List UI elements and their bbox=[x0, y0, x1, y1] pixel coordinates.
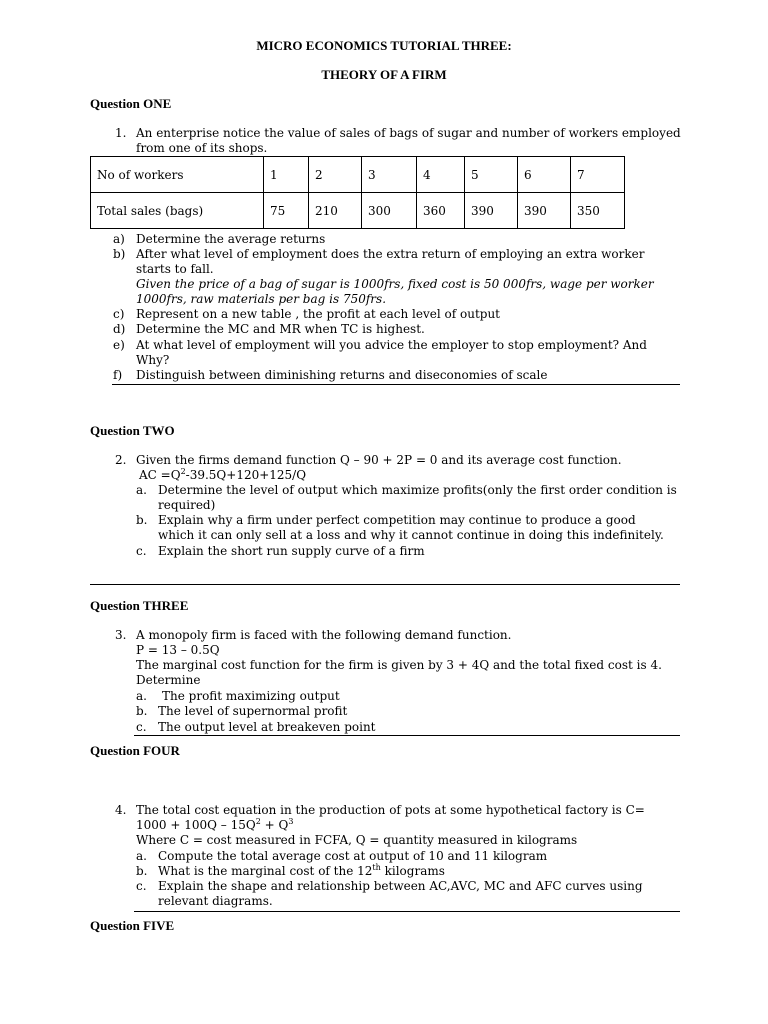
q3-line1: A monopoly firm is faced with the following demand function. bbox=[136, 628, 512, 642]
section-divider bbox=[90, 584, 680, 585]
table-row bbox=[91, 193, 625, 229]
q1-item-e-text1: At what level of employment will you advice the employer to stop employment? And bbox=[136, 338, 647, 352]
q1-item-a-text: Determine the average returns bbox=[136, 232, 326, 246]
q3-number: 3. bbox=[115, 628, 127, 642]
q4-b-part1: What is the marginal cost of the 12 bbox=[158, 864, 373, 878]
question-five-heading: Question FIVE bbox=[90, 918, 175, 933]
q2-item-a-text2: required) bbox=[158, 498, 216, 512]
q1-given-line2: 1000frs, raw materials per bag is 750frs. bbox=[136, 292, 387, 306]
document-subtitle: THEORY OF A FIRM bbox=[321, 67, 447, 82]
q2-number: 2. bbox=[115, 453, 127, 467]
q2-item-b-marker: b. bbox=[136, 513, 148, 527]
question-one-heading: Question ONE bbox=[90, 96, 172, 111]
document-title: MICRO ECONOMICS TUTORIAL THREE: bbox=[256, 38, 512, 53]
q4-eq-part1: 1000 + 100Q – 15Q bbox=[136, 818, 256, 832]
table-cell: 2 bbox=[309, 157, 362, 193]
q2-item-a-text1: Determine the level of output which maximize profits(only the first order condition is bbox=[158, 483, 677, 497]
table-cell: No of workers bbox=[91, 157, 264, 193]
q3-item-a-marker: a. bbox=[136, 689, 147, 703]
q3-item-a-text: The profit maximizing output bbox=[162, 689, 340, 703]
q4-b-ordinal: th bbox=[372, 863, 381, 872]
q1-item-c-marker: c) bbox=[113, 307, 125, 321]
table-cell: 5 bbox=[465, 157, 518, 193]
q1-item-d-text: Determine the MC and MR when TC is highest. bbox=[136, 322, 425, 336]
q1-item-b-text1: After what level of employment does the extra return of employing an extra worker bbox=[136, 247, 645, 261]
q1-given-line1: Given the price of a bag of sugar is 1000frs, fixed cost is 50 000frs, wage per worker bbox=[136, 277, 654, 291]
q1-item-f-marker: f) bbox=[113, 368, 123, 382]
table-cell: 1 bbox=[264, 157, 309, 193]
q4-item-c-marker: c. bbox=[136, 879, 147, 893]
q4-item-a-text: Compute the total average cost at output of 10 and 11 kilogram bbox=[158, 849, 548, 863]
q4-item-c-text2: relevant diagrams. bbox=[158, 894, 273, 908]
q4-b-part2: kilograms bbox=[380, 864, 445, 878]
q4-cost-equation bbox=[136, 818, 293, 833]
q2-line1: Given the firms demand function Q – 90 + 2P = 0 and its average cost function. bbox=[136, 453, 622, 467]
q4-eq-exponent1: 2 bbox=[255, 817, 261, 826]
question-four-heading: Question FOUR bbox=[90, 743, 180, 758]
q3-line3: The marginal cost function for the firm is given by 3 + 4Q and the total fixed cost is 4. bbox=[136, 658, 662, 672]
q1-item-b-text2: starts to fall. bbox=[136, 262, 214, 276]
q4-line3: Where C = cost measured in FCFA, Q = quantity measured in kilograms bbox=[136, 833, 578, 847]
q1-item-f-text: Distinguish between diminishing returns and diseconomies of scale bbox=[136, 368, 548, 382]
table-cell: 360 bbox=[417, 193, 465, 229]
q2-item-b-text1: Explain why a firm under perfect competition may continue to produce a good bbox=[158, 513, 636, 527]
q2-ac-function bbox=[139, 468, 306, 483]
question-three-heading: Question THREE bbox=[90, 598, 189, 613]
table-cell: 75 bbox=[264, 193, 309, 229]
q3-item-b-text: The level of supernormal profit bbox=[158, 704, 348, 718]
q1-item-c-text: Represent on a new table , the profit at each level of output bbox=[136, 307, 500, 321]
table-cell: 3 bbox=[362, 157, 417, 193]
table-cell: Total sales (bags) bbox=[91, 193, 264, 229]
q2-item-b-text2: which it can only sell at a loss and why it cannot continue in doing this indefinitely. bbox=[158, 528, 664, 542]
table-cell: 390 bbox=[518, 193, 571, 229]
q3-line4: Determine bbox=[136, 673, 201, 687]
q4-item-b-text bbox=[158, 864, 445, 879]
q1-number: 1. bbox=[115, 126, 127, 140]
q1-intro-line1: An enterprise notice the value of sales of bags of sugar and number of workers employed bbox=[136, 126, 681, 140]
question-two-heading: Question TWO bbox=[90, 423, 175, 438]
q3-item-b-marker: b. bbox=[136, 704, 148, 718]
workers-sales-table bbox=[90, 156, 625, 229]
q1-item-b-marker: b) bbox=[113, 247, 126, 261]
q4-eq-exponent2: 3 bbox=[288, 817, 294, 826]
q4-item-a-marker: a. bbox=[136, 849, 147, 863]
table-cell: 300 bbox=[362, 193, 417, 229]
q2-ac-part1: AC =Q bbox=[139, 468, 181, 482]
q1-item-d-marker: d) bbox=[113, 322, 126, 336]
table-cell: 6 bbox=[518, 157, 571, 193]
q4-number: 4. bbox=[115, 803, 127, 817]
q4-eq-part2: + Q bbox=[260, 818, 289, 832]
q1-item-e-text2: Why? bbox=[136, 353, 170, 367]
table-cell: 350 bbox=[571, 193, 625, 229]
q2-item-a-marker: a. bbox=[136, 483, 147, 497]
section-divider bbox=[134, 911, 680, 912]
q3-line2: P = 13 – 0.5Q bbox=[136, 643, 220, 657]
section-divider bbox=[112, 384, 680, 385]
table-cell: 210 bbox=[309, 193, 362, 229]
table-cell: 7 bbox=[571, 157, 625, 193]
q1-item-e-marker: e) bbox=[113, 338, 125, 352]
q3-item-c-text: The output level at breakeven point bbox=[158, 720, 376, 734]
table-cell: 390 bbox=[465, 193, 518, 229]
table-cell: 4 bbox=[417, 157, 465, 193]
q4-line1: The total cost equation in the production of pots at some hypothetical factory is C= bbox=[136, 803, 645, 817]
q1-intro-line2: from one of its shops. bbox=[136, 141, 268, 155]
q4-item-c-text1: Explain the shape and relationship between AC,AVC, MC and AFC curves using bbox=[158, 879, 643, 893]
q4-item-b-marker: b. bbox=[136, 864, 148, 878]
table-row bbox=[91, 157, 625, 193]
q2-ac-exponent: 2 bbox=[180, 467, 186, 476]
q2-ac-part2: -39.5Q+120+125/Q bbox=[185, 468, 307, 482]
q3-item-c-marker: c. bbox=[136, 720, 147, 734]
q2-item-c-text: Explain the short run supply curve of a firm bbox=[158, 544, 425, 558]
q1-item-a-marker: a) bbox=[113, 232, 125, 246]
q2-item-c-marker: c. bbox=[136, 544, 147, 558]
section-divider bbox=[134, 735, 680, 736]
